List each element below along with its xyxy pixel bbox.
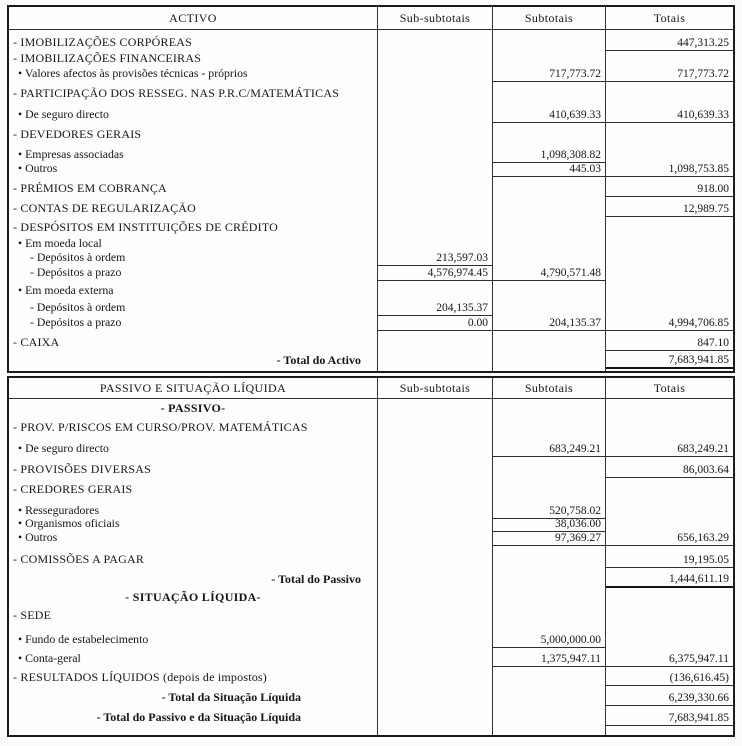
table-row	[9, 331, 733, 351]
spacer-cell	[606, 369, 733, 371]
totais-value	[606, 299, 733, 316]
row-label: - SITUAÇÃO LÍQUIDA-	[9, 588, 378, 606]
sub-subtotais-value	[378, 197, 493, 217]
totais-value	[606, 417, 733, 437]
row-label: - Total da Situação Líquida	[9, 686, 378, 706]
subtotais-value	[493, 686, 606, 706]
totais-value: 1,444,611.19	[606, 568, 733, 588]
row-label: - PRÉMIOS EM COBRANÇA	[9, 177, 378, 197]
table-row	[9, 648, 733, 667]
totais-value: 7,683,941.85	[606, 351, 733, 369]
row-label: - IMOBILIZAÇÕES FINANCEIRAS	[9, 51, 378, 65]
totais-value: 19,195.05	[606, 546, 733, 568]
totais-value	[606, 588, 733, 606]
subtotais-value: 410,639.33	[493, 104, 606, 123]
totais-value: 918.00	[606, 177, 733, 197]
row-label: - PROVISÕES DIVERSAS	[9, 457, 378, 478]
table-row	[9, 217, 733, 237]
row-label: - Depósitos à ordem	[9, 250, 378, 266]
sub-subtotais-value	[378, 588, 493, 606]
row-label: • Outros	[9, 163, 378, 177]
subtotais-value	[493, 331, 606, 351]
sub-subtotais-value	[378, 667, 493, 686]
subtotais-value: 520,758.02	[493, 501, 606, 519]
row-label: • Conta-geral	[9, 648, 378, 667]
table-row	[9, 51, 733, 65]
table-bottom-spacer	[9, 726, 733, 735]
table-row	[9, 457, 733, 478]
row-label: - DEVEDORES GERAIS	[9, 123, 378, 145]
subtotais-value	[493, 606, 606, 624]
spacer-cell	[378, 726, 493, 735]
row-label: - SEDE	[9, 606, 378, 624]
row-label: - Depósitos a prazo	[9, 266, 378, 281]
subtotais-value	[493, 51, 606, 65]
sub-subtotais-value	[378, 331, 493, 351]
totais-value	[606, 51, 733, 65]
subtotais-value	[493, 478, 606, 501]
subtotais-value: 717,773.72	[493, 65, 606, 82]
subtotais-value: 38,036.00	[493, 519, 606, 532]
subtotais-value	[493, 667, 606, 686]
subtotais-value	[493, 30, 606, 51]
column-header-sub-subtotais: Sub-subtotais	[378, 7, 493, 30]
spacer-cell	[493, 369, 606, 371]
passivo-table	[7, 376, 735, 737]
activo-table	[7, 5, 735, 373]
totais-value	[606, 82, 733, 104]
sub-subtotais-value	[378, 281, 493, 299]
subtotais-value	[493, 250, 606, 266]
sub-subtotais-value	[378, 145, 493, 163]
row-label: - Depósitos à ordem	[9, 299, 378, 316]
row-label: • Valores afectos às provisões técnicas - próprios	[9, 65, 378, 82]
sub-subtotais-value	[378, 624, 493, 648]
column-header-title: ACTIVO	[9, 7, 378, 30]
row-label: - Total do Passivo e da Situação Líquida	[9, 706, 378, 726]
totais-value: 656,163.29	[606, 532, 733, 546]
column-header-title: PASSIVO E SITUAÇÃO LÍQUIDA	[9, 378, 378, 399]
totais-value	[606, 266, 733, 281]
table-row	[9, 686, 733, 706]
table-row	[9, 163, 733, 177]
subtotais-value	[493, 546, 606, 568]
sub-subtotais-value	[378, 237, 493, 250]
subtotais-value	[493, 399, 606, 417]
table-row	[9, 437, 733, 457]
table-row	[9, 667, 733, 686]
row-label: • Resseguradores	[9, 501, 378, 519]
row-label: - IMOBILIZAÇÕES CORPÓREAS	[9, 30, 378, 51]
row-label: • Outros	[9, 532, 378, 546]
row-label: • Em moeda externa	[9, 281, 378, 299]
sub-subtotais-value: 204,135.37	[378, 299, 493, 316]
spacer-cell	[378, 369, 493, 371]
sub-subtotais-value	[378, 217, 493, 237]
totais-value: 847.10	[606, 331, 733, 351]
totais-value: 86,003.64	[606, 457, 733, 478]
table-row	[9, 399, 733, 417]
totais-value	[606, 217, 733, 237]
subtotais-value	[493, 281, 606, 299]
spacer-cell	[606, 726, 733, 735]
sub-subtotais-value	[378, 437, 493, 457]
totais-value	[606, 250, 733, 266]
subtotais-value	[493, 217, 606, 237]
sub-subtotais-value: 213,597.03	[378, 250, 493, 266]
row-label: - Total do Passivo	[9, 568, 378, 588]
subtotais-value	[493, 82, 606, 104]
subtotais-value	[493, 197, 606, 217]
totais-value	[606, 123, 733, 145]
sub-subtotais-value	[378, 606, 493, 624]
totais-value	[606, 519, 733, 532]
subtotais-value	[493, 588, 606, 606]
table-row	[9, 706, 733, 726]
table-row	[9, 82, 733, 104]
table-row	[9, 30, 733, 51]
sub-subtotais-value	[378, 478, 493, 501]
row-label: • De seguro directo	[9, 104, 378, 123]
table-row	[9, 546, 733, 568]
row-label: - CREDORES GERAIS	[9, 478, 378, 501]
table-row	[9, 123, 733, 145]
sub-subtotais-value	[378, 177, 493, 197]
totais-value: 717,773.72	[606, 65, 733, 82]
row-label: - Depósitos a prazo	[9, 316, 378, 331]
totais-value	[606, 145, 733, 163]
row-label: • Organismos oficiais	[9, 519, 378, 532]
totais-value: 12,989.75	[606, 197, 733, 217]
row-label: - CAIXA	[9, 331, 378, 351]
subtotais-value: 97,369.27	[493, 532, 606, 546]
column-header-totais: Totais	[606, 378, 733, 399]
totais-value: 7,683,941.85	[606, 706, 733, 726]
column-header-sub-subtotais: Sub-subtotais	[378, 378, 493, 399]
row-label: - PARTICIPAÇÃO DOS RESSEG. NAS P.R.C/MATEMÁTICAS	[9, 82, 378, 104]
sub-subtotais-value	[378, 457, 493, 478]
table-row	[9, 606, 733, 624]
totais-value: 4,994,706.85	[606, 316, 733, 331]
sub-subtotais-value	[378, 706, 493, 726]
table-row	[9, 501, 733, 519]
column-header-totais: Totais	[606, 7, 733, 30]
subtotais-value	[493, 177, 606, 197]
table-bottom-spacer	[9, 369, 733, 371]
totais-value	[606, 501, 733, 519]
sub-subtotais-value	[378, 351, 493, 369]
totais-value	[606, 281, 733, 299]
sub-subtotais-value: 4,576,974.45	[378, 266, 493, 281]
table-row	[9, 417, 733, 437]
table-row	[9, 197, 733, 217]
sub-subtotais-value	[378, 163, 493, 177]
totais-value: 6,239,330.66	[606, 686, 733, 706]
subtotais-value	[493, 299, 606, 316]
table-row	[9, 588, 733, 606]
subtotais-value	[493, 568, 606, 588]
table-row	[9, 519, 733, 532]
table-row	[9, 316, 733, 331]
totais-value: 447,313.25	[606, 30, 733, 51]
table-row	[9, 177, 733, 197]
sub-subtotais-value	[378, 568, 493, 588]
passivo-header-row	[9, 378, 733, 399]
row-label: • Em moeda local	[9, 237, 378, 250]
totais-value: 683,249.21	[606, 437, 733, 457]
row-label: - COMISSÕES A PAGAR	[9, 546, 378, 568]
row-label: - Total do Activo	[9, 351, 378, 369]
totais-value	[606, 399, 733, 417]
subtotais-value	[493, 706, 606, 726]
table-row	[9, 532, 733, 546]
sub-subtotais-value	[378, 546, 493, 568]
sub-subtotais-value	[378, 686, 493, 706]
row-label: • Fundo de estabelecimento	[9, 624, 378, 648]
sub-subtotais-value	[378, 399, 493, 417]
subtotais-value	[493, 351, 606, 369]
totais-value: 1,098,753.85	[606, 163, 733, 177]
subtotais-value	[493, 417, 606, 437]
totais-value: 6,375,947.11	[606, 648, 733, 667]
sub-subtotais-value	[378, 648, 493, 667]
sub-subtotais-value: 0.00	[378, 316, 493, 331]
activo-header-row	[9, 7, 733, 30]
table-row	[9, 145, 733, 163]
sub-subtotais-value	[378, 65, 493, 82]
totais-value	[606, 606, 733, 624]
row-label: - CONTAS DE REGULARIZAÇÃO	[9, 197, 378, 217]
sub-subtotais-value	[378, 532, 493, 546]
sub-subtotais-value	[378, 30, 493, 51]
column-header-subtotais: Subtotais	[493, 7, 606, 30]
subtotais-value: 1,098,308.82	[493, 145, 606, 163]
subtotais-value: 204,135.37	[493, 316, 606, 331]
totais-value: (136,616.45)	[606, 667, 733, 686]
row-label: - PROV. P/RISCOS EM CURSO/PROV. MATEMÁTICAS	[9, 417, 378, 437]
subtotais-value	[493, 457, 606, 478]
column-header-subtotais: Subtotais	[493, 378, 606, 399]
table-row	[9, 250, 733, 266]
totais-value: 410,639.33	[606, 104, 733, 123]
table-row	[9, 478, 733, 501]
table-row	[9, 104, 733, 123]
spacer-cell	[9, 369, 378, 371]
row-label: - PASSIVO-	[9, 399, 378, 417]
row-label: - RESULTADOS LÍQUIDOS (depois de impostos)	[9, 667, 378, 686]
row-label: • De seguro directo	[9, 437, 378, 457]
table-row	[9, 65, 733, 82]
sub-subtotais-value	[378, 51, 493, 65]
totais-value	[606, 478, 733, 501]
row-label: • Empresas associadas	[9, 145, 378, 163]
sub-subtotais-value	[378, 123, 493, 145]
subtotais-value: 445.03	[493, 163, 606, 177]
subtotais-value: 1,375,947.11	[493, 648, 606, 667]
totais-value	[606, 624, 733, 648]
subtotais-value	[493, 123, 606, 145]
table-row	[9, 237, 733, 250]
sub-subtotais-value	[378, 417, 493, 437]
sub-subtotais-value	[378, 501, 493, 519]
sub-subtotais-value	[378, 519, 493, 532]
table-row	[9, 568, 733, 588]
table-row	[9, 281, 733, 299]
spacer-cell	[9, 726, 378, 735]
subtotais-value: 5,000,000.00	[493, 624, 606, 648]
table-row	[9, 624, 733, 648]
table-row	[9, 266, 733, 281]
sub-subtotais-value	[378, 82, 493, 104]
table-row	[9, 299, 733, 316]
sub-subtotais-value	[378, 104, 493, 123]
spacer-cell	[493, 726, 606, 735]
subtotais-value: 4,790,571.48	[493, 266, 606, 281]
row-label: - DESPÓSITOS EM INSTITUIÇÕES DE CRÉDITO	[9, 217, 378, 237]
subtotais-value: 683,249.21	[493, 437, 606, 457]
table-row	[9, 351, 733, 369]
totais-value	[606, 237, 733, 250]
subtotais-value	[493, 237, 606, 250]
